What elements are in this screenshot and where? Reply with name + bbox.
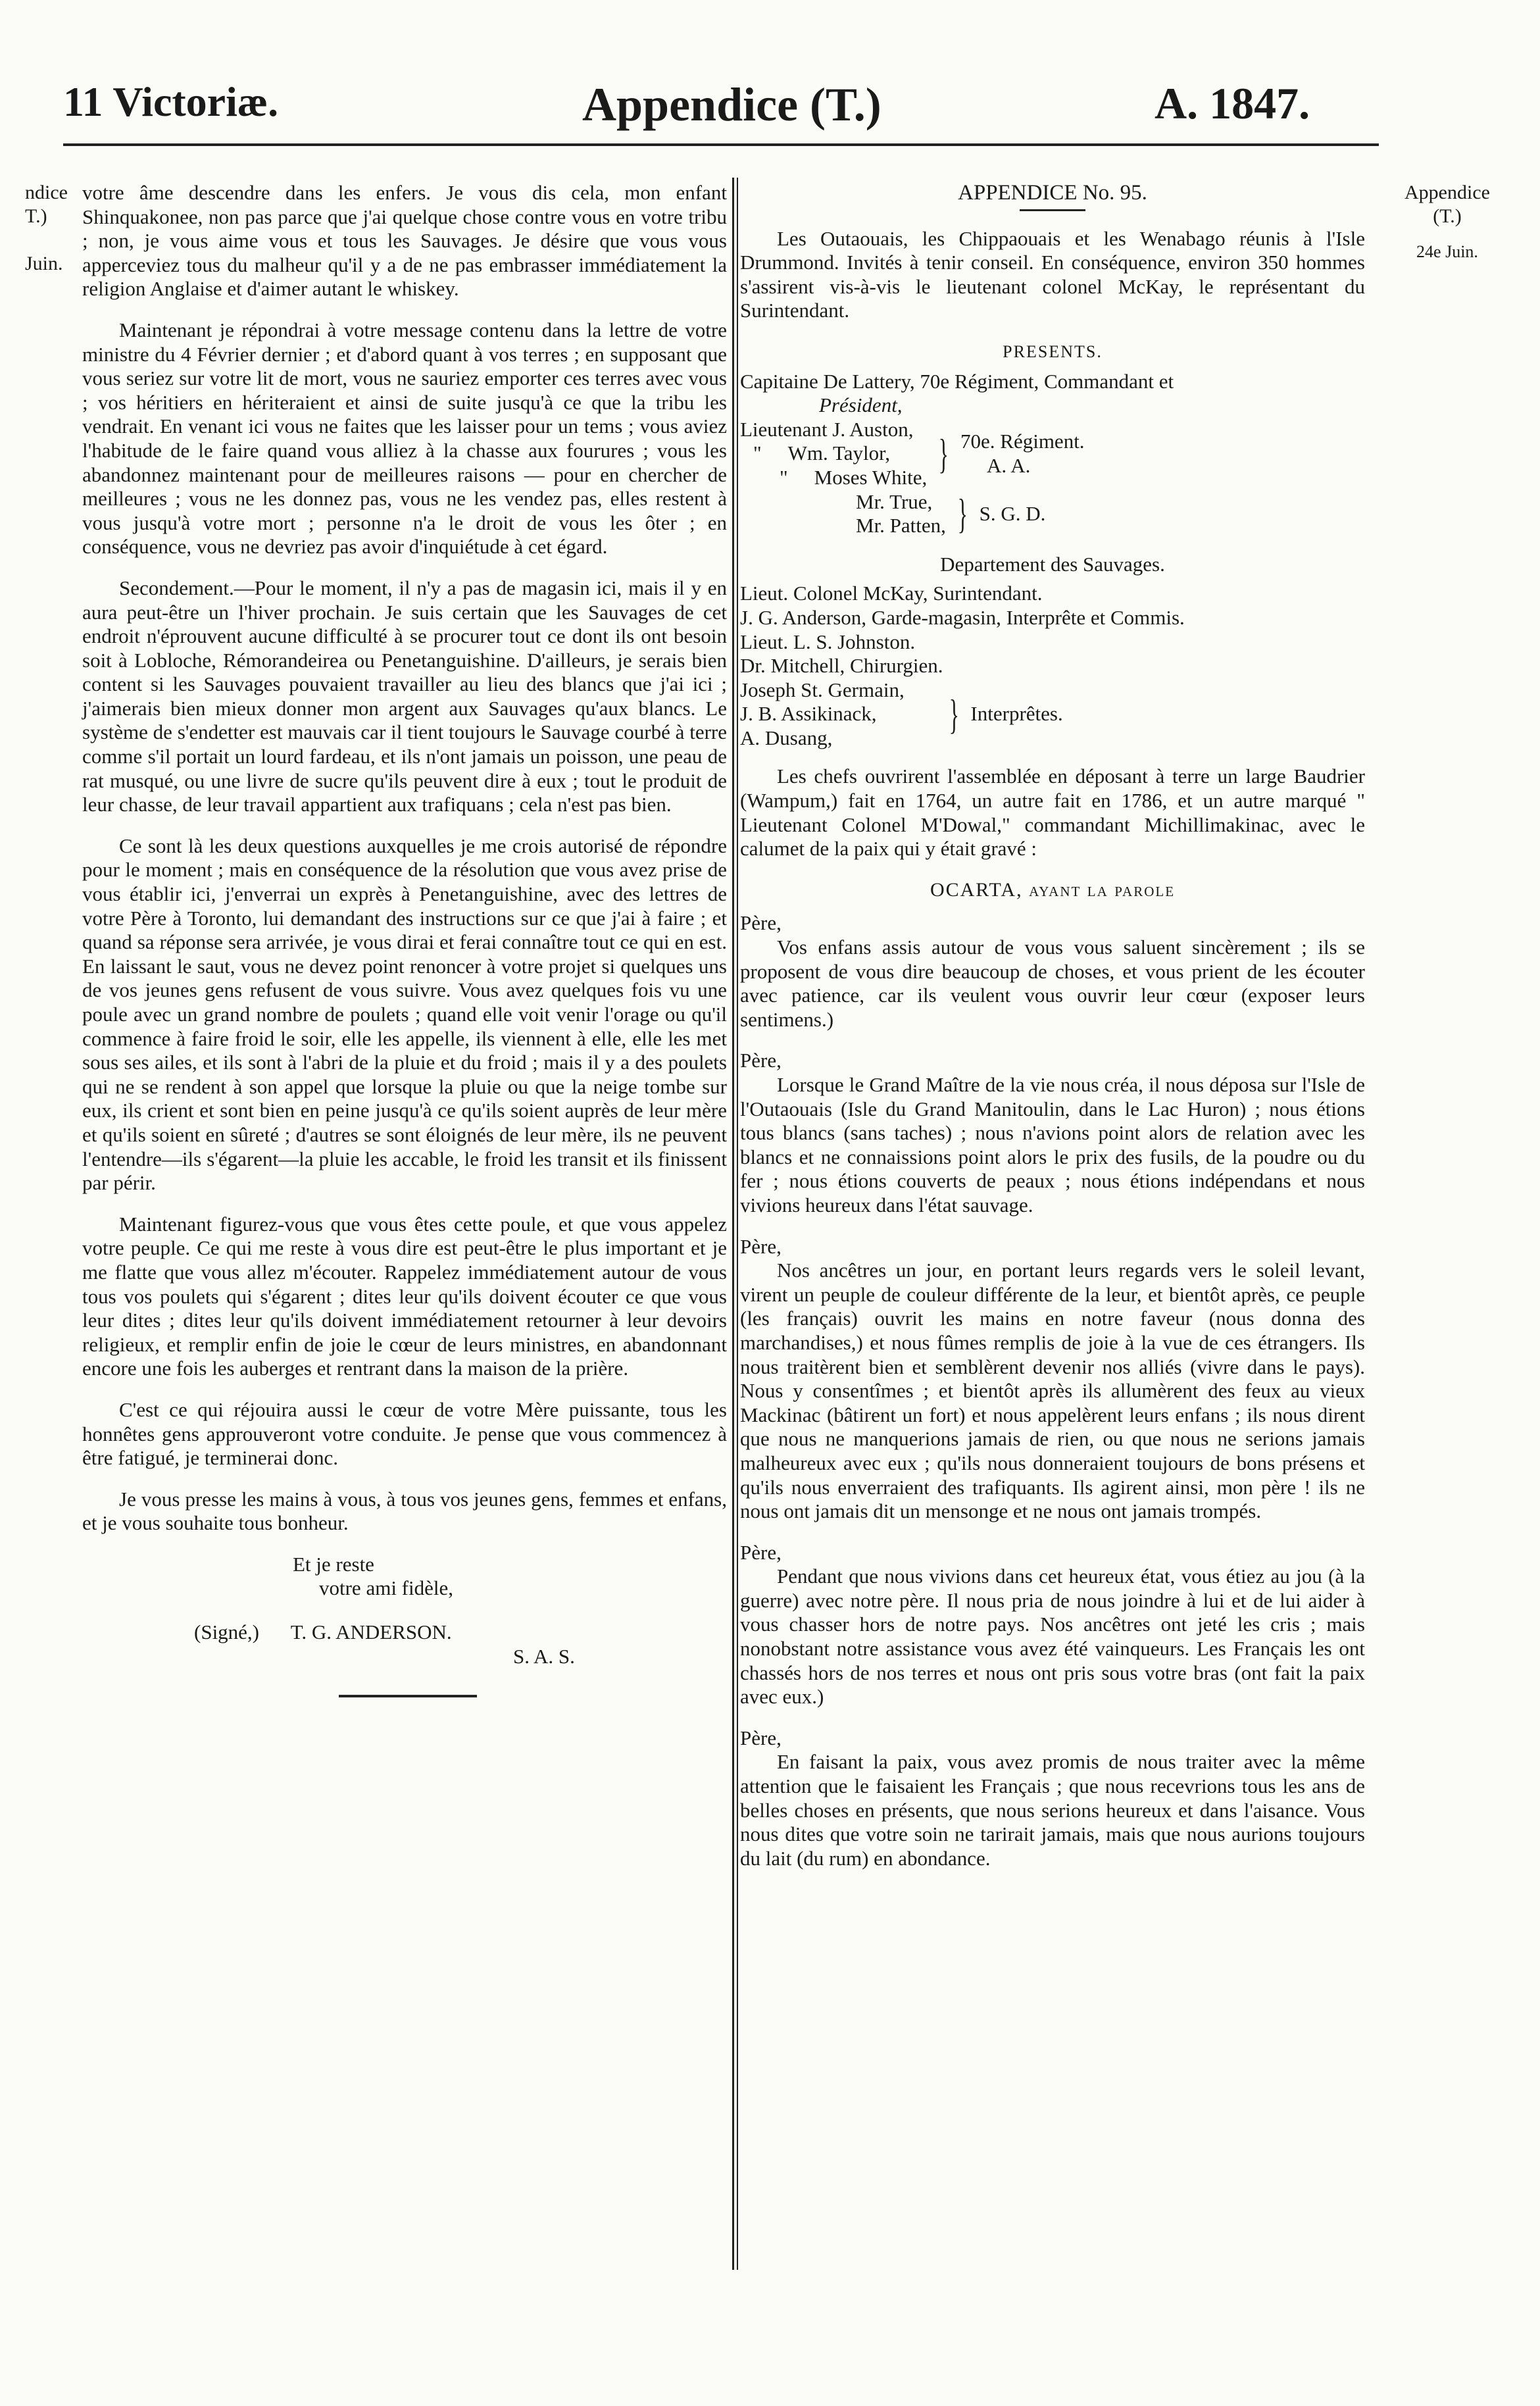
sgd-label: S. G. D. bbox=[979, 501, 1046, 525]
paragraph: Maintenant je répondrai à votre message contenu dans la lettre de votre ministre du 4 Février dernier ; et d'abord quant à vos terres ; en supposant que vous seriez sur votre lit de mort, vous ne sauriez emporter ces terres avec vous ; vos héritiers en hériteraient et ainsi de suite jusqu'à ce que la tribu les vendrait. En venant ici vous ne faites que les laisser pour un tems ; vous aviez l'habitude de le faire quand vous alliez à la chasse aux fourures ; vous les abandonnez maintenant pour de meilleures raisons — pour en chercher de meilleures ; vous ne les donnez pas, vous ne les vendez pas, elles restent à vous jusqu'à votre mort ; personne n'a le droit de vous les ôter ; en conséquence, vous ne devriez pas avoir d'inquiétude à cet égard. bbox=[82, 318, 727, 559]
speech-paragraph: Vos enfans assis autour de vous vous saluent sincèrement ; ils se proposent de vous dire beaucoup de choses, et vous prient de les écouter avec patience, car ils veulent vous ouvrir leur cœur (exposer leurs sentimens.) bbox=[740, 936, 1365, 1031]
attendees-list bbox=[740, 370, 1365, 538]
interpreters-label: Interprêtes. bbox=[970, 702, 1063, 726]
officers-group bbox=[740, 418, 1365, 490]
paragraph: votre âme descendre dans les enfers. Je vous dis cela, mon enfant Shinquakonee, non pas parce que j'ai quelque chose contre vous en votre tribu ; non, je vous aime vous et tous les Sauvages. Je désire que vous vous apperceviez tous du malheur qu'il y a de ne pas embrasser immédiatement la religion Anglaise et d'aimer autant le whiskey. bbox=[82, 181, 727, 301]
paragraph: C'est ce qui réjouira aussi le cœur de votre Mère puissante, tous les honnêtes gens approuveront votre conduite. Je pense que vous commencez à être fatigué, je terminerai donc. bbox=[82, 1397, 727, 1470]
brace: } bbox=[938, 430, 949, 477]
left-column bbox=[82, 181, 727, 1697]
sgd-name: Mr. True, bbox=[856, 489, 933, 513]
interpreter: A. Dusang, bbox=[740, 726, 833, 749]
signer-name: T. G. ANDERSON. bbox=[290, 1620, 452, 1644]
signer-title: S. A. S. bbox=[513, 1644, 575, 1668]
appendix-title: APPENDICE No. 95. bbox=[958, 181, 1147, 205]
intro-paragraph: Les Outaouais, les Chippaouais et les Wenabago réunis à l'Isle Drummond. Invités à tenir conseil. En conséquence, environ 350 hommes s'assirent vis-à-vis le lieutenant colonel McKay, le représentant du Surintendant. bbox=[740, 226, 1365, 322]
officer-name: Lieutenant J. Auston, bbox=[740, 417, 914, 441]
margin-date: 24e Juin. bbox=[1416, 242, 1478, 261]
sgd-name: Mr. Patten, bbox=[856, 514, 946, 538]
officer bbox=[740, 441, 927, 466]
speech-address: Père, bbox=[740, 1540, 782, 1564]
closing-line: votre ami fidèle, bbox=[319, 1576, 453, 1600]
title-rule bbox=[1020, 209, 1085, 211]
paragraph: Les chefs ouvrirent l'assemblée en déposant à terre un large Baudrier (Wampum,) fait en 1764, un autre fait en 1786, et un autre marqué " Lieutenant Colonel M'Dowal," commandant Michillimakinac, avec le calumet de la paix qui y était gravé : bbox=[740, 764, 1365, 861]
column-divider bbox=[732, 178, 734, 2270]
officer-name: Moses White, bbox=[814, 465, 928, 489]
closing-line: Et je reste bbox=[293, 1552, 374, 1576]
margin-code: (T.) bbox=[1433, 205, 1462, 227]
margin-text: ndice bbox=[25, 182, 68, 203]
interpreter: Joseph St. Germain, bbox=[740, 678, 905, 701]
speech-address: Père, bbox=[740, 1726, 782, 1749]
brace: } bbox=[949, 690, 959, 738]
header-regnal-year: 11 Victoriæ. bbox=[63, 78, 279, 125]
interpreters-group bbox=[740, 678, 1365, 751]
speech-paragraph: En faisant la paix, vous avez promis de nous traiter avec la même attention que le faisaient les Français ; que nous recevrions tous les ans de belles choses en présents, que nous serions heureux et dans l'aisance. Vous nous dites que votre soin ne tarirait jamais, mais que nous aurions toujours du lait (du rum) en abondance. bbox=[740, 1750, 1365, 1870]
department-list bbox=[740, 582, 1365, 750]
ditto-mark: " bbox=[780, 465, 788, 489]
header-appendix-title: Appendice (T.) bbox=[582, 78, 882, 131]
department-member: Lieut. Colonel McKay, Surintendant. bbox=[740, 582, 1043, 605]
paragraph: Je vous presse les mains à vous, à tous vos jeunes gens, femmes et enfans, et je vous souhaite tous bonheur. bbox=[82, 1487, 727, 1535]
department-member: J. G. Anderson, Garde-magasin, Interprête et Commis. bbox=[740, 605, 1185, 629]
paragraph: Ce sont là les deux questions auxquelles je me crois autorisé de répondre pour le moment ; mais en conséquence de la résolution que vous avez prise de vous établir ici, j'enverrai un exprès à Penetanguishine, avec des lettres de votre Père à Toronto, lui demandant des instructions sur ce que j'ai à faire ; et quand sa réponse sera arrivée, je vous dirai et ferai connaître tout ce qui en est. En laissant le saut, vous ne devez point renoncer à votre projet si quelques uns de vos jeunes gens refusent de vous suivre. Vous avez quelques fois vu une poule avec un grand nombre de poulets ; quand elle voit venir l'orage ou qu'il commence à faire froid le soir, elle les appelle, ils viennent à elle, elle les met sous ses ailes, et ils sont à l'abri de la pluie et du froid ; mais il y a des poulets qui ne se rendent à son appel que lorsque la pluie ou que la neige tombe sur eux, ils crient et sont bien en peine jusqu'à ce qu'ils soient auprès de leur mère et qu'ils soient en sûreté ; d'autres se sont éloignés de leur mère, ils ne peuvent l'entendre—ils s'égarent—la pluie les accable, le froid les transit et ils finissent par périr. bbox=[82, 834, 727, 1195]
speech-paragraph: Nos ancêtres un jour, en portant leurs regards vers le soleil levant, virent un peuple de couleur différente de la leur, et bientôt après, ce peuple (les français) ouvrit les mains en notre faveur (nous donna des marchandises,) et nous fûmes remplis de joie à la vue de ces étrangers. Ils nous traitèrent bien et semblèrent devenir nos alliés (vivre dans le pays). Nous y consentîmes ; et bientôt après ils allumèrent des feux au vieux Mackinac (bâtirent un fort) et nous appelèrent leurs enfans ; ils nous dirent que nous ne manquerions jamais de rien, ou que nous ne serions jamais malheureux avec eux ; qu'ils nous donneraient toujours de bons présens et qu'ils nous enverraient des trafiquants. Ils agirent ainsi, mon père ! ils ne nous ont jamais dit un mensonge et ne nous ont jamais trompés. bbox=[740, 1259, 1365, 1523]
department-member: Dr. Mitchell, Chirurgien. bbox=[740, 654, 943, 678]
presents-heading: PRESENTS. bbox=[1003, 341, 1103, 361]
brace: } bbox=[957, 490, 968, 538]
speech-address: Père, bbox=[740, 911, 782, 935]
margin-label: Appendice bbox=[1404, 182, 1490, 203]
speech-paragraph: Lorsque le Grand Maître de la vie nous créa, il nous déposa sur l'Isle de l'Outaouais (Isle du Grand Manitoulin, dans le Lac Huron) ; nous étions tous blancs (sans taches) ; nous n'avions point alors de relation avec les blancs et ne connaissions point alors le prix des fusils, de la poudre ou du fer ; nous étions couverts de peaux ; nous étions indépendans et nous vivions heureux dans l'état sauvage. bbox=[740, 1073, 1365, 1216]
officer bbox=[740, 466, 927, 490]
margin-text: Juin. bbox=[25, 253, 63, 274]
officer bbox=[740, 418, 927, 442]
column-divider bbox=[737, 178, 738, 2270]
letter-closing bbox=[293, 1553, 727, 1601]
aa-label: A. A. bbox=[987, 453, 1031, 477]
speech-paragraph: Pendant que nous vivions dans cet heureux état, vous étiez au jou (à la guerre) avec notre père. Il nous pria de nous joindre à lui et de lui aider à vous chasser hors de notre pays. Nos ancêtres ont jeté les cris ; mais nonobstant notre assistance vous avez été vainqueurs. Les Français les ont chassés hors de nos terres et nous ont pris sous votre bras (ont fait la paix avec eux.) bbox=[740, 1565, 1365, 1709]
paragraph: Secondement.—Pour le moment, il n'y a pas de magasin ici, mais il y en aura peut-être un l'hiver prochain. Je suis certain que les Sauvages de cet endroit n'éprouvent aucune difficulté à se procurer tout ce dont ils ont besoin soit à Lobloche, Rémorandeirea ou Penetanguishine. D'ailleurs, je serais bien content si les Sauvages pouvaient travailler au lieu des blancs que j'ai ici ; j'aimerais bien mieux donner mon argent aux Sauvages qu'aux blancs. Le système de s'endetter est mauvais car il tient toujours le Sauvage courbé à terre comme s'il portait un lourd fardeau, et ils n'ont jamais un poisson, une peau de rat musqué, ou une livre de sucre qu'ils peuvent dire à eux ; tout le produit de leur chasse, de leur travail appartient aux trafiquans ; cela n'est pas bien. bbox=[82, 576, 727, 816]
right-margin-note bbox=[1368, 181, 1526, 264]
speech-address: Père, bbox=[740, 1234, 782, 1258]
signed-label: (Signé,) bbox=[194, 1620, 260, 1644]
header-year: A. 1847. bbox=[1155, 78, 1310, 128]
department-member: Lieut. L. S. Johnston. bbox=[740, 630, 916, 653]
regiment-label: 70e. Régiment. bbox=[960, 430, 1085, 453]
officer-name: Wm. Taylor, bbox=[787, 441, 890, 465]
header-rule bbox=[63, 143, 1379, 146]
speaker-line: OCARTA, ayant la parole bbox=[930, 878, 1176, 901]
margin-text: T.) bbox=[25, 205, 47, 227]
attendee: Capitaine De Lattery, 70e Régiment, Commandant et bbox=[740, 369, 1174, 393]
department-heading: Departement des Sauvages. bbox=[940, 552, 1165, 576]
sgd-group bbox=[856, 490, 1365, 538]
end-rule bbox=[339, 1695, 477, 1697]
signature-block bbox=[194, 1620, 727, 1668]
right-column bbox=[740, 181, 1365, 1888]
attendee-role: Président, bbox=[819, 393, 903, 417]
paragraph: Maintenant figurez-vous que vous êtes cette poule, et que vous appelez votre peuple. Ce qui me reste à vous dire est peut-être le plus important et je me flatte que vous allez m'écouter. Rappelez immédiatement autour de vous tous vos poulets qui s'égarent ; dites leur qu'ils doivent écouter ce que vous leur dites ; dites leur qu'ils doivent immédiatement retourner à leur devoirs religieux, et remplir enfin de joie le cœur de leurs ministres, en abandonnant encore une fois les auberges et rentrant dans la maison de la prière. bbox=[82, 1212, 727, 1380]
speech-address: Père, bbox=[740, 1049, 782, 1072]
left-margin-note bbox=[25, 181, 78, 276]
interpreter: J. B. Assikinack, bbox=[740, 702, 877, 726]
ditto-mark: " bbox=[753, 441, 762, 465]
